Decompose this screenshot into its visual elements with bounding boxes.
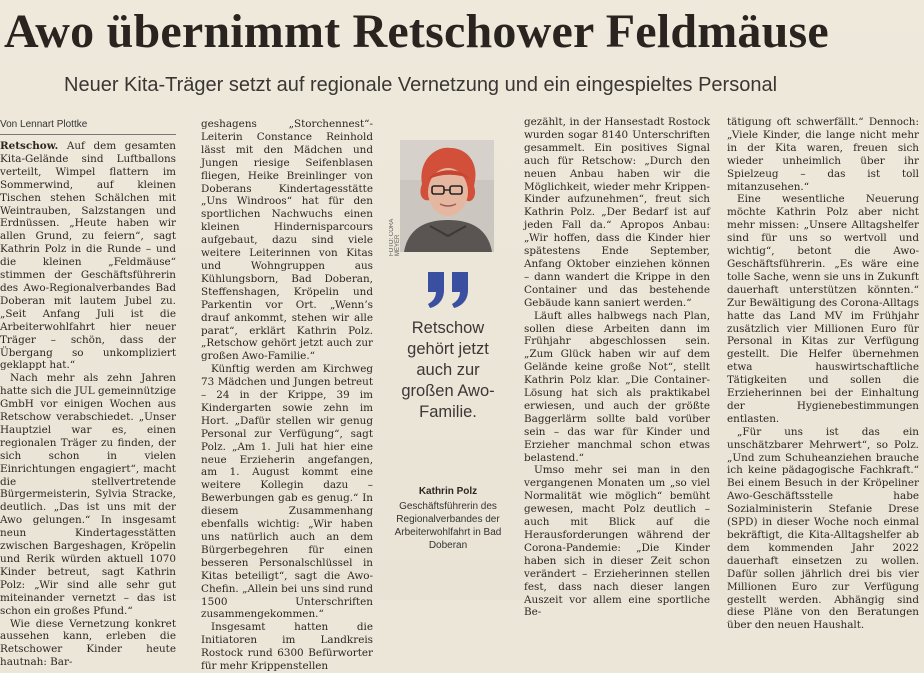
column-2-paragraph-2: Künftig werden am Kirchweg 73 Mädchen und Jungen betreut – 24 in der Krippe, 39 im Kindergarten sowie zehn im Hort. „Dafür stellen wir genug Personal zur Verfügung“, sagt Polz. „Am 1. Juli hat hier eine neue Erzieherin angefangen, am 1. August kommt eine weitere Kollegin dazu – Bewerbungen gab es genug.“ In diesem Zusammenhang ebenfalls wichtig: „Wir haben uns natürlich auch an dem Bürgerbegehren für einen besseren Personalschlüssel in Kitas beteiligt“, sagt die Awo-Chefin. „Allein bei uns sind rund 1500 Unterschriften zusammengekommen.“	[201, 363, 373, 621]
article-subheadline: Neuer Kita-Träger setzt auf regionale Vernetzung und ein eingespieltes Personal	[64, 74, 778, 96]
article-column-4	[524, 116, 710, 619]
article-column-1	[0, 140, 176, 669]
column-1-paragraph-1-text: Auf dem gesamten Kita-Gelände sind Luftballons verteilt, Wimpel flattern im Sommerwind, auf kleinen Tischen stehen Schälchen mit Weintrauben, Salzstangen und Erdnüssen. „Heute haben wir allen Grund, zu feiern“, sagt Kathrin Polz in die Runde – und die kleinen „Feldmäuse“ stimmen der Geschäftsführerin des Awo-Regionalverbandes Bad Doberan mit lautem Jubel zu. „Seit Anfang Juli ist die Arbeiterwohlfahrt hier neuer Träger – schön, dass der Übergang so unkompliziert geklappt hat.“	[0, 140, 176, 372]
column-2-paragraph-1: geshagens „Storchennest“-Leiterin Constance Reinhold lässt mit den Mädchen und Jungen riesige Seifenblasen fliegen, Heike Breinlinger von Doberans Kindertagesstätte „Uns Windroos“ hat für den sportlichen Nachwuchs einen kleinen Hindernisparcours aufgebaut, dazu sind viele weitere Leiterinnen von Kitas und Wohngruppen aus Kühlungsborn, Bad Doberan, Steffenshagen, Kröpelin und Parkentin vor Ort. „Wenn’s drauf ankommt, stehen wir alle parat“, erklärt Kathrin Polz. „Retschow gehört jetzt auch zur großen Awo-Familie.“	[201, 118, 373, 363]
column-4-paragraph-1: gezählt, in der Hansestadt Rostock wurden sogar 8140 Unterschriften gesammelt. Ein positives Signal auch für Retschow: „Durch den neuen Anbau haben wir die Möglichkeit, wieder mehr Krippen-Kinder aufzunehmen“, freut sich Kathrin Polz. „Der Bedarf ist auf jeden Fall da.“ Apropos Anbau: „Wir hoffen, dass die Kinder hier spätestens Ende September, Anfang Oktober einziehen können – dann wandert die Krippe in den Container und das bestehende Gebäude kann saniert werden.“	[524, 116, 710, 309]
column-1-paragraph-3: Wie diese Vernetzung konkret aussehen kann, erleben die Retschower Kinder heute hautnah: Bar-	[0, 617, 176, 669]
article-headline: Awo übernimmt Retschower Feldmäuse	[4, 5, 829, 58]
dateline: Retschow.	[0, 140, 59, 152]
portrait-illustration	[400, 140, 494, 252]
pull-quote-text: Retschow gehört jetzt auch zur großen Awo-Familie.	[401, 319, 495, 421]
article-column-2	[201, 118, 373, 673]
column-1-paragraph-1	[0, 140, 176, 372]
pull-quote-role: Geschäftsführerin des Regionalverbandes der Arbeiterwohlfahrt in Bad Doberan	[394, 501, 502, 551]
column-5-paragraph-3: „Für uns ist das ein unschätzbarer Mehrwert“, so Polz. „Und zum Schuheanziehen brauche ich keine pädagogische Fachkraft.“ Bei einem Besuch in der Kröpeliner Awo-Geschäftsstelle habe Sozialministerin Stefanie Drese (SPD) in dieser Woche noch einmal bekräftigt, die Kita-Alltagshelfer ab dem kommenden Jahr 2022 dauerhaft einsetzen zu wollen. Dafür sollen jährlich drei bis vier Millionen Euro zur Verfügung gestellt werden. Abhängig sind diese Pläne von den Beratungen über den neuen Haushalt.	[727, 425, 919, 632]
column-5-paragraph-2: Eine wesentliche Neuerung möchte Kathrin Polz aber nicht mehr missen: „Unsere Alltagshelfer sind für uns so wertvoll und wichtig“, betont die Awo-Geschäftsführerin. „Es wäre eine tolle Sache, wenn sie uns in Zukunft dauerhaft unterstützen könnten.“ Zur Bewältigung des Corona-Alltags hatte das Land MV im Frühjahr zusätzlich vier Millionen Euro für Personal in Kitas zur Verfügung gestellt. Die Helfer übernehmen etwa hauswirtschaftliche Tätigkeiten und sollen die Erzieherinnen bei der Einhaltung der Hygienebestimmungen entlasten.	[727, 193, 919, 425]
quote-mark-icon	[424, 268, 474, 318]
column-2-paragraph-3: Insgesamt hatten die Initiatoren im Landkreis Rostock rund 6300 Befürworter für mehr Krippenstellen	[201, 621, 373, 673]
article-byline: Von Lennart Plottke	[0, 118, 176, 135]
article-column-5	[727, 116, 919, 632]
column-4-paragraph-3: Umso mehr sei man in den vergangenen Monaten um „so viel Normalität wie möglich“ bemüht gewesen, macht Polz deutlich – auch mit Blick auf die Herausforderungen während der Corona-Pandemie: „Die Kinder haben sich in dieser Zeit schon verändert – Erzieherinnen stellen fest, dass nach dieser langen Auszeit vor allem eine sportliche Be-	[524, 464, 710, 619]
portrait-photo	[400, 140, 494, 252]
column-4-paragraph-2: Läuft alles halbwegs nach Plan, sollen diese Arbeiten dann im Frühjahr abgeschlossen sein. „Zum Glück haben wir auf dem Gelände keine große Not“, stellt Kathrin Polz klar. „Die Container-Lösung hat sich als praktikabel erwiesen, und auch der größte Baggerlärm sollte bald vorüber sein – das war für Kinder und Erzieher manchmal schon etwas belastend.“	[524, 309, 710, 464]
photo-credit: FOTO: CORA MEYER	[389, 219, 401, 256]
pull-quote-author: Kathrin Polz	[418, 486, 478, 497]
column-5-paragraph-1: tätigung oft schwerfällt.“ Dennoch: „Viele Kinder, die lange nicht mehr in der Kita waren, freuen sich wieder unheimlich über ihr Spielzeug – das ist toll mitanzusehen.“	[727, 116, 919, 193]
column-1-paragraph-2: Nach mehr als zehn Jahren hatte sich die JUL gemeinnützige GmbH vor einigen Wochen aus Retschow verabschiedet. „Unser Hauptziel war es, einen regionalen Träger zu finden, der sich schon in vielen Einrichtungen engagiert“, macht die stellvertretende Bürgermeisterin, Sylvia Stracke, deutlich. „Das ist uns mit der Awo gelungen.“ In insgesamt neun Kindertagesstätten zwischen Bargeshagen, Kröpelin und Rerik würden aktuell 1070 Kinder betreut, sagt Kathrin Polz: „Wir sind alle sehr gut miteinander vernetzt – das ist schon ein großes Pfund.“	[0, 372, 176, 617]
